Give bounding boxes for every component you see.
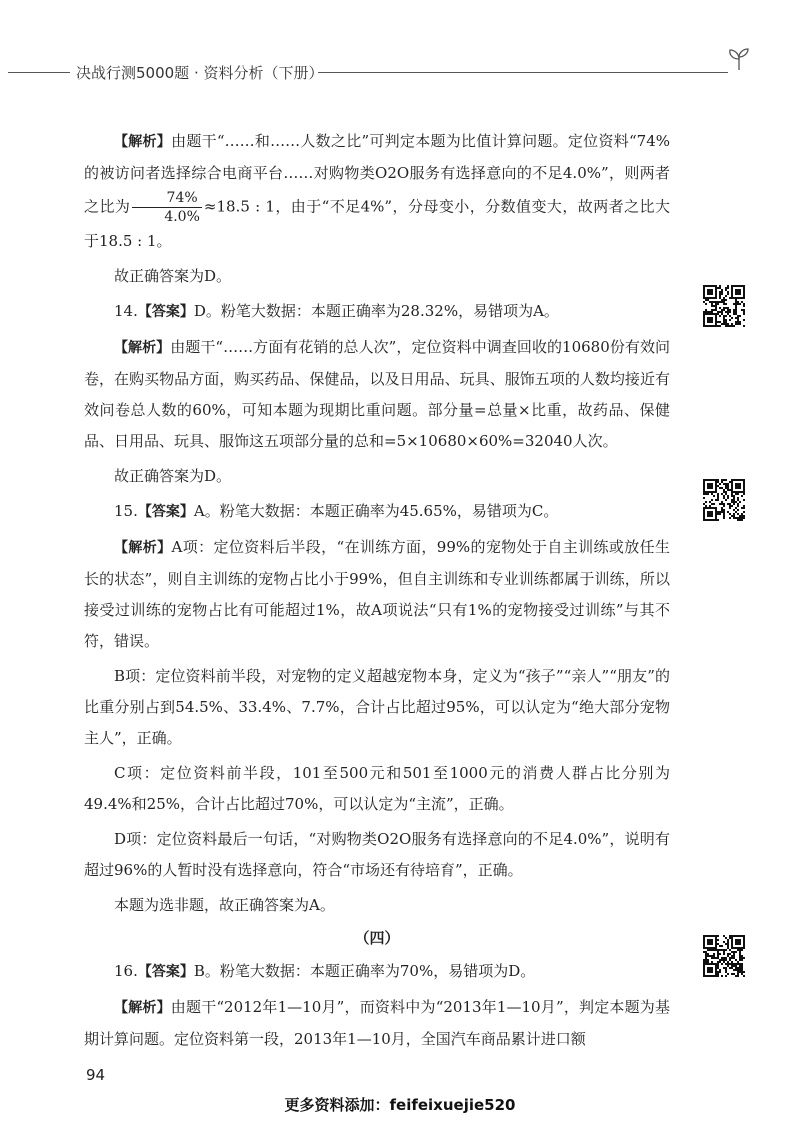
question-number: 15. xyxy=(114,502,138,520)
page-content xyxy=(84,126,670,1055)
header-rule-left xyxy=(8,72,70,73)
conclusion-13: 故正确答案为D。 xyxy=(114,267,232,285)
header-rule-right xyxy=(318,72,728,73)
page-number: 94 xyxy=(86,1066,106,1084)
conclusion-14: 故正确答案为D。 xyxy=(114,467,232,485)
answer-16 xyxy=(84,956,670,988)
sprout-icon xyxy=(726,46,752,72)
question-number: 16. xyxy=(114,962,138,980)
analysis-text: A项：定位资料后半段，“在训练方面，99%的宠物处于自主训练或放任生长的状态”，则自主训练的宠物占比小于99%，但自主训练和专业训练都属于训练，所以接受过训练的宠物占比有可能超过1%，故A项说法“只有1%的宠物接受过训练”与其不符，错误。 xyxy=(84,538,670,650)
book-title: 决战行测5000题 · 资料分析（下册） xyxy=(76,64,324,82)
answer-tag: 【答案】 xyxy=(137,304,194,320)
qr-code-icon[interactable] xyxy=(702,478,746,522)
analysis-text-continued: ≈18.5 : 1，由于“不足4%”，分母变小，分数值变大，故两者之比大于18.5 : 1。 xyxy=(84,197,670,250)
analysis-15-d: D项：定位资料最后一句话，“对购物类O2O服务有选择意向的不足4.0%”，说明有超过96%的人暂时没有选择意向，符合“市场还有待培育”，正确。 xyxy=(84,830,670,879)
analysis-text: 由题干“2012年1—10月”，而资料中为“2013年1—10月”，判定本题为基期计算问题。定位资料第一段，2013年1—10月，全国汽车商品累计进口额 xyxy=(84,998,670,1048)
answer-text: D。粉笔大数据：本题正确率为28.32%，易错项为A。 xyxy=(193,302,559,320)
analysis-text: 由题干“……方面有花销的总人次”，定位资料中调查回收的10680份有效问卷，在购买物品方面，购买药品、保健品，以及日用品、玩具、服饰五项的人数均接近有效问卷总人数的60%，可知本题为现期比重问题。部分量=总量×比重，故药品、保健品、日用品、玩具、服饰这五项部分量的总和=5×10680×60%=32040人次。 xyxy=(84,338,671,450)
analysis-tag: 【解析】 xyxy=(114,134,172,150)
analysis-paragraph xyxy=(84,126,670,257)
answer-14 xyxy=(84,296,670,328)
analysis-tag: 【解析】 xyxy=(114,1000,171,1016)
analysis-tag: 【解析】 xyxy=(114,340,171,356)
answer-15 xyxy=(84,496,670,528)
analysis-14 xyxy=(84,332,670,457)
running-header xyxy=(0,58,800,88)
section-heading: （四） xyxy=(354,929,400,947)
conclusion-15: 本题为选非题，故正确答案为A。 xyxy=(114,896,335,914)
answer-tag: 【答案】 xyxy=(137,504,194,520)
footer-note: 更多资料添加：feifeixuejie520 xyxy=(284,1096,516,1114)
analysis-text: 由题干“……和……人数之比”可判定本题为比值计算问题。定位资料“74%的被访问者选择综合电商平台……对购物类O2O服务有选择意向的不足4.0%”，则两者之比为 xyxy=(84,132,671,216)
question-number: 14. xyxy=(114,302,138,320)
qr-code-icon[interactable] xyxy=(702,934,746,978)
analysis-15-c: C项：定位资料前半段，101至500元和501至1000元的消费人群占比分别为49.4%和25%，合计占比超过70%，可以认定为“主流”，正确。 xyxy=(84,764,670,813)
fraction-numerator: 74% xyxy=(132,189,202,208)
answer-text: B。粉笔大数据：本题正确率为70%，易错项为D。 xyxy=(193,962,536,980)
fraction-denominator: 4.0% xyxy=(164,209,200,225)
qr-code-icon[interactable] xyxy=(702,284,746,328)
answer-text: A。粉笔大数据：本题正确率为45.65%，易错项为C。 xyxy=(193,502,559,520)
analysis-16 xyxy=(84,992,670,1055)
ratio-fraction xyxy=(132,189,202,226)
analysis-15-b: B项：定位资料前半段，对宠物的定义超越宠物本身，定义为“孩子”“亲人”“朋友”的比重分别占到54.5%、33.4%、7.7%，合计占比超过95%，可以认定为“绝大部分宠物主人”，正确。 xyxy=(84,667,670,747)
analysis-tag: 【解析】 xyxy=(114,540,172,556)
answer-tag: 【答案】 xyxy=(137,964,194,980)
analysis-15-a xyxy=(84,532,670,657)
